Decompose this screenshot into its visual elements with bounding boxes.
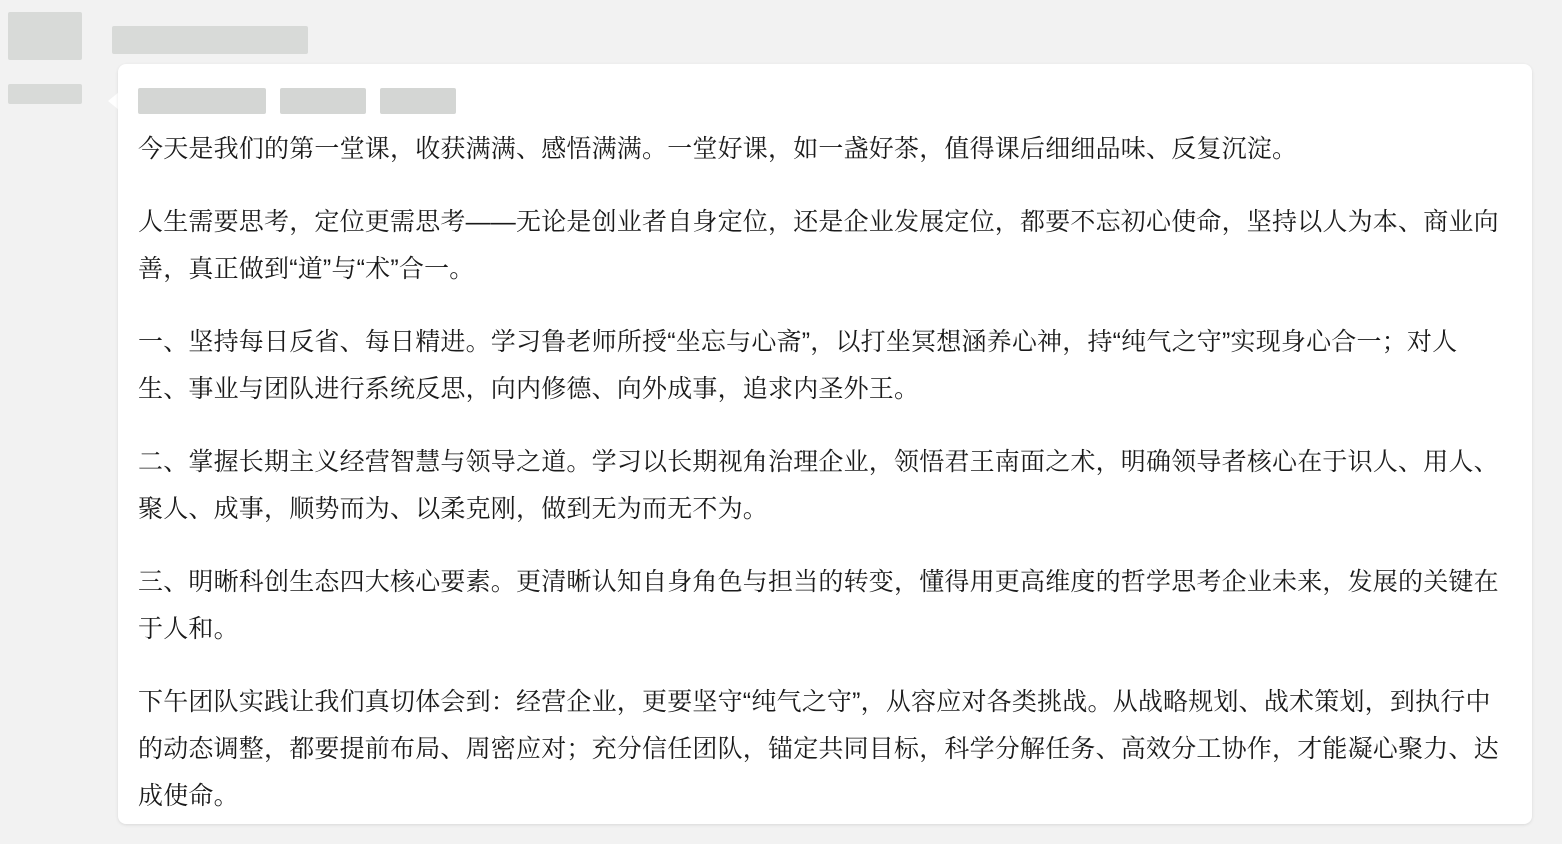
message-paragraph: 今天是我们的第一堂课，收获满满、感悟满满。一堂好课，如一盏好茶，值得课后细细品味、反复沉淀。 bbox=[138, 135, 1298, 163]
message-paragraph: 人生需要思考，定位更需思考——无论是创业者自身定位，还是企业发展定位，都要不忘初心使命，坚持以人为本、商业向善，真正做到“道”与“术”合一。 bbox=[138, 208, 1499, 283]
avatar[interactable] bbox=[8, 12, 82, 60]
message-title-redacted bbox=[138, 86, 1502, 116]
avatar-secondary-redacted bbox=[8, 84, 82, 104]
message-paragraph: 三、明晰科创生态四大核心要素。更清晰认知自身角色与担当的转变，懂得用更高维度的哲学思考企业未来，发展的关键在于人和。 bbox=[138, 568, 1499, 643]
message-paragraph: 下午团队实践让我们真切体会到：经营企业，更要坚守“纯气之守”，从容应对各类挑战。从战略规划、战术策划，到执行中的动态调整，都要提前布局、周密应对；充分信任团队，锚定共同目标，科学分解任务、高效分工协作，才能凝心聚力、达成使命。 bbox=[138, 688, 1499, 810]
message-paragraph: 一、坚持每日反省、每日精进。学习鲁老师所授“坐忘与心斋”，以打坐冥想涵养心神，持“纯气之守”实现身心合一；对人生、事业与团队进行系统反思，向内修德、向外成事，追求内圣外王。 bbox=[138, 328, 1458, 403]
message-content bbox=[118, 64, 1532, 824]
redacted-chip bbox=[380, 88, 456, 114]
redacted-chip bbox=[280, 88, 366, 114]
sender-rail bbox=[0, 0, 110, 844]
message-paragraph: 二、掌握长期主义经营智慧与领导之道。学习以长期视角治理企业，领悟君王南面之术，明确领导者核心在于识人、用人、聚人、成事，顺势而为、以柔克刚，做到无为而无不为。 bbox=[138, 448, 1499, 523]
message-bubble[interactable] bbox=[118, 64, 1532, 824]
redacted-chip bbox=[138, 88, 266, 114]
sender-name-redacted bbox=[112, 26, 308, 54]
